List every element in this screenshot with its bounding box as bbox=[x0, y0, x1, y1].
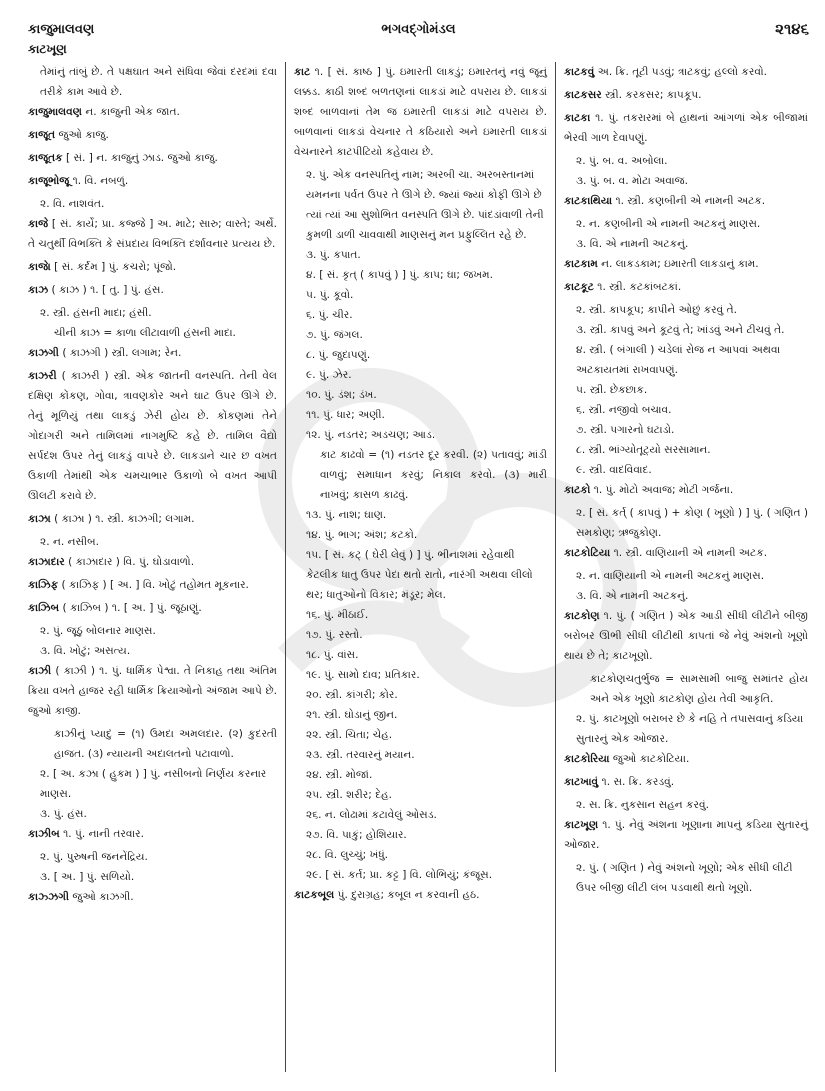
headword: કાટકોરિયા bbox=[564, 753, 610, 765]
dictionary-entry bbox=[28, 257, 277, 277]
headword: કાટકૂટ bbox=[564, 281, 594, 293]
sub-sense: ૮. સ્ત્રી. ભાંગ્યોતૂટ્યો સરસામાન. bbox=[576, 444, 711, 456]
sub-sense: ૧૩. પું. નાશ; ઘાણ. bbox=[306, 509, 387, 521]
sub-sense: ૪. સ્ત્રી. ( બંગાલી ) ચડેલાં રોજ ન આપવાં અથવા અટકાયતમાં રાખવાપણું. bbox=[576, 344, 781, 376]
column-2 bbox=[286, 62, 556, 1072]
definition: [ સં. ] ન. કાજુનું ઝાડ. જુઓ કાજુ. bbox=[62, 152, 218, 164]
sub-sense: ૨. પું. કાટખૂણો બરાબર છે કે નહિ તે તપાસવાનું કડિયા સુતારનું એક ઓજાર. bbox=[576, 713, 804, 745]
sub-sense: ૨. ન. વાણિયાની એ નામની અટકનું માણસ. bbox=[576, 570, 765, 582]
sub-sense: ૩. પું. બ. વ. મોટા અવાજ. bbox=[576, 175, 688, 187]
sub-sense: ૩. વિ. એ નામની અટકનું. bbox=[576, 238, 689, 250]
headword: કાજૂત bbox=[28, 129, 56, 141]
headword: કાઝીબ bbox=[28, 828, 60, 840]
definition: જુઓ કાજુ. bbox=[55, 129, 109, 141]
sub-sense: ૩. સ્ત્રી. કાપવું અને કૂટવું તે; ખાંડવું અને ટીચવું તે. bbox=[576, 324, 785, 336]
headword: કાટકોટિયા bbox=[564, 547, 611, 559]
headword: કાઝિફ bbox=[28, 579, 59, 591]
headword: કાઝાદાર bbox=[28, 556, 65, 568]
sub-sense: ૭. સ્ત્રી. પગારનો ઘટાડો. bbox=[576, 424, 675, 436]
dictionary-entry bbox=[28, 575, 277, 595]
sub-sense: ૧૯. પું. સામો દાવ; પ્રતિકાર. bbox=[306, 669, 420, 681]
definition: ૧. વિ. નબળું. bbox=[69, 175, 129, 187]
definition: ( કાઝિફ ) [ અ. ] વિ. ખોટું તહોમત મૂકનાર. bbox=[58, 579, 249, 591]
sub-sense: ૨૬. ન. લોઢામાં કટાવેલું ઓસડ. bbox=[306, 809, 437, 821]
dictionary-entry bbox=[564, 108, 808, 148]
definition: ૧. પું. મોટો અવાજ; મોટી ગર્જના. bbox=[590, 484, 734, 496]
sub-sense: ૧૮. પું. વાંસ. bbox=[306, 649, 359, 661]
dictionary-entry bbox=[564, 85, 808, 105]
headword: કાજેા bbox=[28, 261, 51, 273]
definition: ૧. સ્ત્રી. વાણિયાની એ નામની અટક. bbox=[610, 547, 768, 559]
dictionary-entry bbox=[294, 885, 547, 905]
headword: કાઝી bbox=[28, 665, 52, 677]
headword: કાજૂતક bbox=[28, 152, 63, 164]
definition: ૧. સ્ત્રી. કટકાંબટકાં. bbox=[593, 281, 682, 293]
sub-sense: ૨૨. સ્ત્રી. ચિતા; ચેહ. bbox=[306, 729, 393, 741]
headword: કાટકામ bbox=[564, 258, 598, 270]
dictionary-entry bbox=[28, 148, 277, 168]
sub-sense: ૨. પું. ( ગણિત ) નેવું અંશનો ખૂણો; એક સીધી લીટી ઉપર બીજી લીટી લંબ પડવાથી થતો ખૂણો. bbox=[576, 862, 793, 894]
idiom-phrase: કાઝીનું પ્યાદું = (૧) ઉમદા અમલદાર. (૨) કુદરતી હાજત. (૩) ન્યાયની અદાલતનો પટાવાળો. bbox=[54, 728, 277, 760]
headword: કાઝગી bbox=[28, 347, 59, 359]
headword: કાટકબૂલ bbox=[294, 889, 335, 901]
definition: જુઓ કાટકોટિયા. bbox=[609, 753, 690, 765]
idiom-phrase: કાટ કાઢવો = (૧) નડતર દૂર કરવી. (૨) પતાવવું; માંડી વાળવું; સમાધાન કરવું; નિકાલ કરવો. (૩) મારી નાખવું; કાસળ કાઢવું. bbox=[320, 449, 547, 501]
sub-sense: ૧૦. પું. ડંશ; ડંખ. bbox=[306, 389, 377, 401]
definition: ( કાઝગી ) સ્ત્રી. લગામ; રેન. bbox=[58, 347, 182, 359]
headword: કાજે bbox=[28, 218, 49, 230]
sub-sense: ૧૨. પું. નડતર; અડચણ; આડ. bbox=[306, 429, 436, 441]
dictionary-entry bbox=[564, 62, 808, 82]
dictionary-entry bbox=[564, 606, 808, 666]
sub-sense: ૨. પું. એક વનસ્પતિનું નામ; અરબી ચા. અરબસ્તાનમાં યમનના પર્વત ઉપર તે ઊગે છે. જ્યાં જ્યાં કોફી ઊગે છે ત્યાં ત્યાં આ સુશોભિત વનસ્પતિ ઊગે છે. પાંદડાંવાળી તેની કુમળી ડાળી ચાવવાથી માણસનું મન પ્રફુલ્લિત રહે છે. bbox=[306, 169, 544, 241]
headword: કાટખૂણ bbox=[564, 819, 599, 831]
definition: ( કાઝ ) ૧. [ તુ. ] પું. હંસ. bbox=[48, 284, 164, 296]
sub-sense: ૨૯. [ સં. કર્ત; પ્રા. કટ્ટ ] વિ. લોભિયું; કંજૂસ. bbox=[306, 869, 493, 881]
sub-sense: ૨૭. વિ. પાકું; હોશિયાર. bbox=[306, 829, 407, 841]
sub-sense: ૨. સ્ત્રી. કાપકૂપ; કાપીને ઓછું કરવું તે. bbox=[576, 304, 737, 316]
page-number: ૨૧૪૬ bbox=[775, 20, 809, 38]
dictionary-entry bbox=[564, 480, 808, 500]
headword: કાટકો bbox=[564, 484, 591, 496]
continued-definition: તેમાંનું તાંબું છે. તે પક્ષઘાત અને સંધિવા જેવાં દરદમાં દવા તરીકે કામ આવે છે. bbox=[40, 66, 277, 98]
sub-sense: ૧૬. પું. મીઠાઈ. bbox=[306, 609, 369, 621]
definition: ૧. પું. નાની તરવાર. bbox=[59, 828, 144, 840]
headword: કાઝરી bbox=[28, 370, 57, 382]
definition: ( કાઝી ) ૧. પું. ધાર્મિક પેશ્વા. તે નિકાહ તથા અંતિમ ક્રિયા વખતે હાજર રહી ધાર્મિક ક્રિયાઓનો અંજામ આપે છે. જુઓ કાજી. bbox=[28, 665, 277, 717]
sub-sense: ૨. સ. ક્રિ. નુકસાન સહન કરવું. bbox=[576, 799, 709, 811]
dictionary-entry bbox=[564, 815, 808, 855]
definition: અ. ક્રિ. તૂટી પડવું; ત્રાટકવું; હલ્લો કરવો. bbox=[594, 66, 767, 78]
sub-sense: ૨૪. સ્ત્રી. મોજાં. bbox=[306, 769, 373, 781]
sub-sense: ૯. પું. ઝેર. bbox=[306, 369, 352, 381]
dictionary-entry bbox=[28, 509, 277, 529]
sub-sense: ૩. પું. હંસ. bbox=[40, 808, 87, 820]
headword: કાટકસર bbox=[564, 89, 602, 101]
sub-sense: ૭. પું. જંગલ. bbox=[306, 329, 363, 341]
headword: કાઝિબ bbox=[28, 602, 60, 614]
headword: કાજૂભોજૂ bbox=[28, 175, 70, 187]
dictionary-columns bbox=[28, 62, 808, 1072]
definition: ૧. સ્ત્રી. કણબીની એ નામની અટક. bbox=[612, 195, 766, 207]
headword: કાટખાવું bbox=[564, 776, 599, 788]
dictionary-entry bbox=[28, 214, 277, 254]
headword: કાટ bbox=[294, 66, 311, 78]
dictionary-entry bbox=[564, 772, 808, 792]
dictionary-entry bbox=[28, 552, 277, 572]
sub-sense: ૨૩. સ્ત્રી. તરવારનું મયાન. bbox=[306, 749, 415, 761]
headword: કાજુમાલવણ bbox=[28, 106, 83, 118]
sub-sense: ૩. વિ. એ નામની અટકનું. bbox=[576, 590, 689, 602]
sub-sense: ૨. [ સં. કર્ત્ ( કાપવું ) + કોણ ( ખૂણો ) ] પું. ( ગણિત ) સમકોણ; ઋજુકોણ. bbox=[576, 507, 808, 539]
dictionary-entry bbox=[294, 62, 547, 162]
book-title: ભગવદ્ગોમંડલ bbox=[381, 22, 456, 37]
dictionary-entry bbox=[28, 661, 277, 721]
idiom-phrase: કાટકોણચતુર્ભુજ = સામસામી બાજુ સમાંતર હોય અને એક ખૂણો કાટકોણ હોય તેવી આકૃતિ. bbox=[590, 673, 808, 705]
continued-headword: કાટખૂણ bbox=[28, 42, 67, 56]
definition: ન. કાજુની એક જાત. bbox=[82, 106, 180, 118]
definition: ( કાઝાદાર ) વિ. પું. ઘોડાવાળો. bbox=[64, 556, 195, 568]
sub-sense: ૨. પું. બ. વ. અબોલા. bbox=[576, 155, 668, 167]
definition: ૧. પું. નેવું અંશના ખૂણાના માપનું કડિયા સુતારનું ઓજાર. bbox=[564, 819, 808, 851]
dictionary-entry bbox=[28, 887, 277, 907]
dictionary-entry bbox=[28, 598, 277, 618]
sub-sense: ૨૫. સ્ત્રી. શરીર; દેહ. bbox=[306, 789, 393, 801]
definition: ( કાઝરી ) સ્ત્રી. એક જાતની વનસ્પતિ. તેની વેલ દક્ષિણ કોંકણ, ગોવા, ત્રાવણકોર અને ઘાટ ઉપર ઊગે છે. તેનું મૂળિયું તથા લાકડું ઝેરી હોય છે. કોંકણમાં તેને ગોદાગરી અને તામિલમાં નાગમુષ્ટિ કહે છે. તામિલ વૈદ્યો સર્પદંશ ઉપર તેનું લાકડું વાપરે છે. લાકડાને ચાર છ વખત ઉકાળી તેમાંથી એક ચમચાભાર ઉકાળો બે વખત આપી ઊલટી કરાવે છે. bbox=[28, 370, 277, 502]
sub-sense: ૧૫. [ સં. કટ્ ( ઘેરી લેવું ) ] પું. ભીનાશમાં રહેવાથી કેટલીક ધાતુ ઉપર પેદા થતો રાતો, નારંગી અથવા લીલો થર; ધાતુઓનો વિકાર; મંડૂર; મેલ. bbox=[306, 549, 533, 601]
sub-sense: ૨. પું. પુરુષની જનનેંદ્રિય. bbox=[40, 851, 148, 863]
sub-sense: ૨૮. વિ. લુચ્ચું; ખંધું. bbox=[306, 849, 389, 861]
column-1 bbox=[28, 62, 286, 1072]
sub-sense: ૨. પું. જૂઠું બોલનાર માણસ. bbox=[40, 625, 156, 637]
dictionary-entry bbox=[564, 277, 808, 297]
guide-word: કાજુમાલવણ bbox=[28, 22, 95, 37]
sub-sense: ૧૪. પું. ભાગ; અંશ; કટકો. bbox=[306, 529, 418, 541]
sub-sense: ૬. પું. ચીર. bbox=[306, 309, 353, 321]
dictionary-entry bbox=[28, 366, 277, 506]
sub-sense: ૨૦. સ્ત્રી. કાંગરી; કોર. bbox=[306, 689, 398, 701]
headword: કાટકોણ bbox=[564, 610, 600, 622]
sub-sense: ૨. વિ. નાશવંત. bbox=[40, 198, 105, 210]
definition: ૧. સ. ક્રિ. કરડવું. bbox=[598, 776, 675, 788]
headword: કાઝ bbox=[28, 284, 49, 296]
definition: સ્ત્રી. કરકસર; કાપકૂપ. bbox=[601, 89, 702, 101]
dictionary-entry bbox=[564, 749, 808, 769]
dictionary-entry bbox=[564, 543, 808, 563]
definition: ૧. [ સં. કાષ્ઠ ] પું. ઇમારતી લાકડું; ઇમારતનું નવું જૂનું લક્કડ. કાઠી શબ્દ બળતણનાં લાકડાં માટે વપરાય છે. લાકડાં શબ્દ બાળવાનાં તેમ જ ઇમારતી લાકડાં માટે વપરાય છે. બાળવાનાં લાકડાં વેચનાર તે કઠિયારો અને ઇમારતી લાકડાં વેચનારને કાટપીટિયો કહેવાય છે. bbox=[294, 66, 547, 158]
sub-sense: ૪. [ સં. કૃત્ ( કાપવું ) ] પું. કાપ; ઘા; જખમ. bbox=[306, 269, 493, 281]
headword: કાટકાથિયા bbox=[564, 195, 613, 207]
sub-sense: ૮. પું. જુદાપણું. bbox=[306, 349, 371, 361]
dictionary-entry bbox=[28, 343, 277, 363]
headword: કાટકા bbox=[564, 112, 591, 124]
column-3 bbox=[556, 62, 808, 1072]
sub-sense: ૧૭. પું. રસ્તો. bbox=[306, 629, 363, 641]
sub-sense: ૫. પું. કૂવો. bbox=[306, 289, 354, 301]
headword: કાટકવું bbox=[564, 66, 595, 78]
definition: ન. લાકડકામ; ઇમારતી લાકડાનું કામ. bbox=[597, 258, 759, 270]
sub-sense: ૨. સ્ત્રી. હંસની માદા; હંસી. bbox=[40, 307, 152, 319]
dictionary-entry bbox=[28, 125, 277, 145]
page-header bbox=[28, 18, 809, 40]
sub-sense: ૩. [ અ. ] પું. સળિયો. bbox=[40, 871, 135, 883]
sub-sense: ૬. સ્ત્રી. નજીવો બચાવ. bbox=[576, 404, 672, 416]
dictionary-entry bbox=[28, 102, 277, 122]
sub-sense: ૨. [ અ. કઝા ( હુકમ ) ] પું. નસીબનો નિર્ણય કરનાર માણસ. bbox=[40, 768, 267, 800]
dictionary-entry bbox=[564, 191, 808, 211]
definition: [ સં. કર્દમ ] પું. કચરો; પૂંજો. bbox=[50, 261, 177, 273]
definition: પું. દુરાગ્રહ; કબૂલ ન કરવાની હઠ. bbox=[334, 889, 480, 901]
definition: ( કાઝિબ ) ૧. [ અ. ] પું. જૂઠાણું. bbox=[59, 602, 202, 614]
sub-sense: ૧૧. પું. ધાર; અણી. bbox=[306, 409, 385, 421]
definition: [ સં. કાર્યે; પ્રા. કજ્જે ] અ. માટે; સારુ; વાસ્તે; અર્થે. તે ચતુર્થી વિભક્તિ કે સંપ્રદાય વિભક્તિ દર્શાવનાર પ્રત્યય છે. bbox=[28, 218, 277, 250]
dictionary-entry bbox=[28, 280, 277, 300]
sub-sense: ૨૧. સ્ત્રી. ઘોડાનું જીન. bbox=[306, 709, 398, 721]
headword: કાઝ્ઝગી bbox=[28, 891, 70, 903]
sub-sense: ૯. સ્ત્રી. વાદવિવાદ. bbox=[576, 464, 652, 476]
definition: ૧. પું. તકરારમાં બે હાથનાં આંગળાં એક બીજામાં ભેરવી ગાળ દેવાપણું. bbox=[564, 112, 808, 144]
dictionary-entry bbox=[28, 171, 277, 191]
headword: કાઝા bbox=[28, 513, 51, 525]
sub-sense: ૨. ન. કણબીની એ નામની અટકનું માણસ. bbox=[576, 218, 761, 230]
sub-sense: ૩. પું. કપાત. bbox=[306, 249, 361, 261]
idiom-phrase: ચીની કાઝ = કાળા લીટાવાળી હંસની માદા. bbox=[54, 327, 236, 339]
dictionary-entry bbox=[564, 254, 808, 274]
sub-sense: ૨. ન. નસીબ. bbox=[40, 536, 99, 548]
definition: ૧. પું. ( ગણિત ) એક આડી સીધી લીટીને બીજી બરોબર ઊભી સીધી લીટીથી કાપતાં જે નેવું અંશનો ખૂણો થાય છે તે; કાટખૂણો. bbox=[564, 610, 808, 662]
dictionary-entry bbox=[28, 824, 277, 844]
sub-sense: ૩. વિ. ખોટું; અસત્ય. bbox=[40, 645, 131, 657]
sub-sense: ૫. સ્ત્રી. છેકછાક. bbox=[576, 384, 648, 396]
definition: ( કાઝા ) ૧. સ્ત્રી. કાઝગી; લગામ. bbox=[50, 513, 195, 525]
definition: જુઓ કાઝગી. bbox=[69, 891, 134, 903]
